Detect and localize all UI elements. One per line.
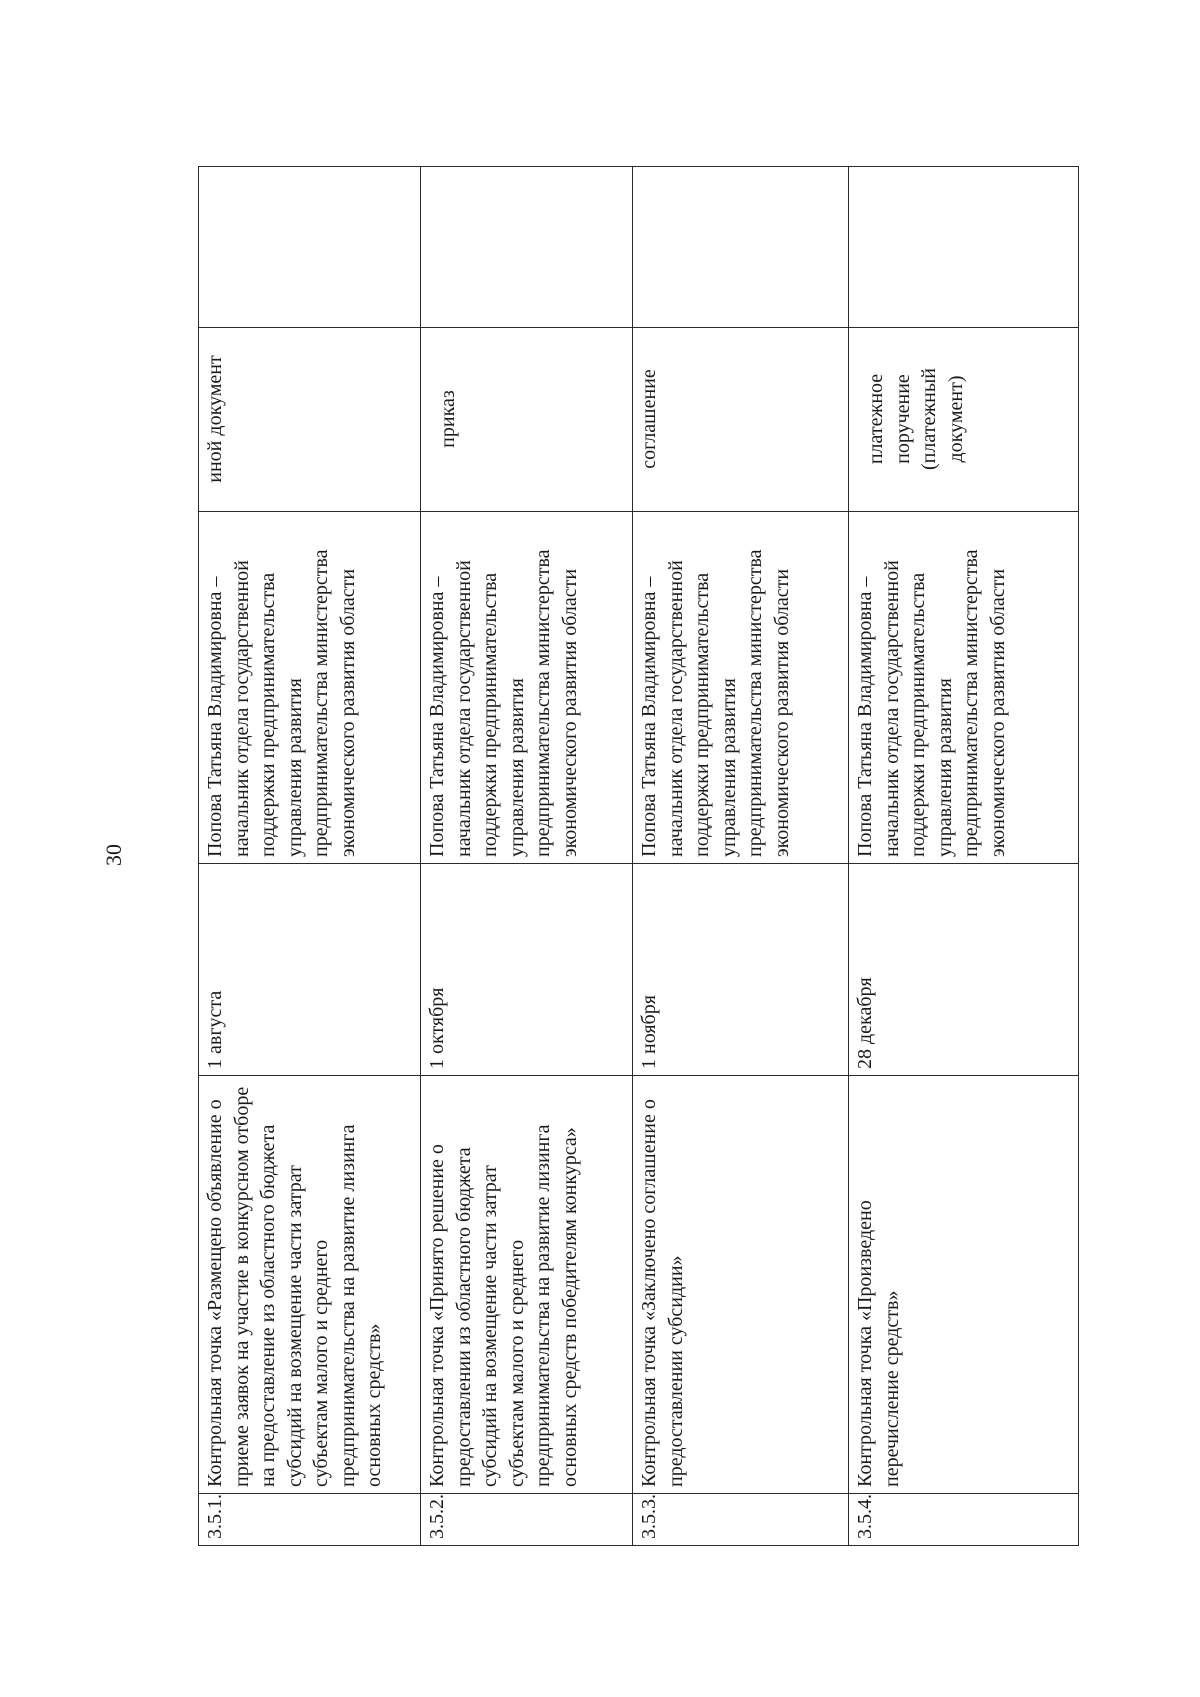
table-row bbox=[849, 167, 1079, 1546]
row-extra bbox=[421, 167, 633, 328]
row-number: 3.5.1. bbox=[204, 1494, 226, 1539]
row-date: 28 декабря bbox=[849, 864, 1079, 1076]
row-document: приказ bbox=[421, 328, 633, 512]
row-number-cell bbox=[633, 1494, 849, 1546]
row-number-cell bbox=[199, 1494, 421, 1546]
row-number: 3.5.3. bbox=[638, 1494, 660, 1539]
row-description: Контрольная точка «Размещено объявление о приеме заявок на участие в конкурсном отборе на предоставление из областного бюджета субсидий на возмещение части затрат субъектам малого и среднего предпринимательства на развитие лизинга основных средств» bbox=[199, 1076, 421, 1494]
page-number: 30 bbox=[101, 844, 126, 866]
row-description: Контрольная точка «Принято решение о предоставлении из областного бюджета субсидий на возмещение части затрат субъектам малого и среднего предпринимательства на развитие лизинга основных средств победителям конкурса» bbox=[421, 1076, 633, 1494]
row-document: платежное поручение (платежный документ) bbox=[849, 328, 1079, 512]
table-row bbox=[421, 167, 633, 1546]
row-description: Контрольная точка «Заключено соглашение о предоставлении субсидии» bbox=[633, 1076, 849, 1494]
row-extra bbox=[849, 167, 1079, 328]
control-points-table bbox=[198, 166, 1079, 1546]
row-responsible: Попова Татьяна Владимировна – начальник отдела государственной поддержки предпринимательства управления развития предпринимательства министерства экономического развития области bbox=[633, 512, 849, 864]
row-responsible: Попова Татьяна Владимировна – начальник отдела государственной поддержки предпринимательства управления развития предпринимательства министерства экономического развития области bbox=[849, 512, 1079, 864]
row-description: Контрольная точка «Произведено перечисление средств» bbox=[849, 1076, 1079, 1494]
row-responsible: Попова Татьяна Владимировна – начальник отдела государственной поддержки предпринимательства управления развития предпринимательства министерства экономического развития области bbox=[421, 512, 633, 864]
row-number-cell bbox=[421, 1494, 633, 1546]
row-document: соглашение bbox=[633, 328, 849, 512]
row-number: 3.5.2. bbox=[426, 1494, 448, 1539]
row-extra bbox=[633, 167, 849, 328]
table-row bbox=[633, 167, 849, 1546]
row-date: 1 ноября bbox=[633, 864, 849, 1076]
table-wrapper bbox=[198, 167, 1078, 1546]
row-date: 1 октября bbox=[421, 864, 633, 1076]
row-date: 1 августа bbox=[199, 864, 421, 1076]
table-row bbox=[199, 167, 421, 1546]
row-extra bbox=[199, 167, 421, 328]
row-number-cell bbox=[849, 1494, 1079, 1546]
row-number: 3.5.4. bbox=[854, 1494, 876, 1539]
row-document: иной документ bbox=[199, 328, 421, 512]
row-responsible: Попова Татьяна Владимировна – начальник отдела государственной поддержки предпринимательства управления развития предпринимательства министерства экономического развития области bbox=[199, 512, 421, 864]
